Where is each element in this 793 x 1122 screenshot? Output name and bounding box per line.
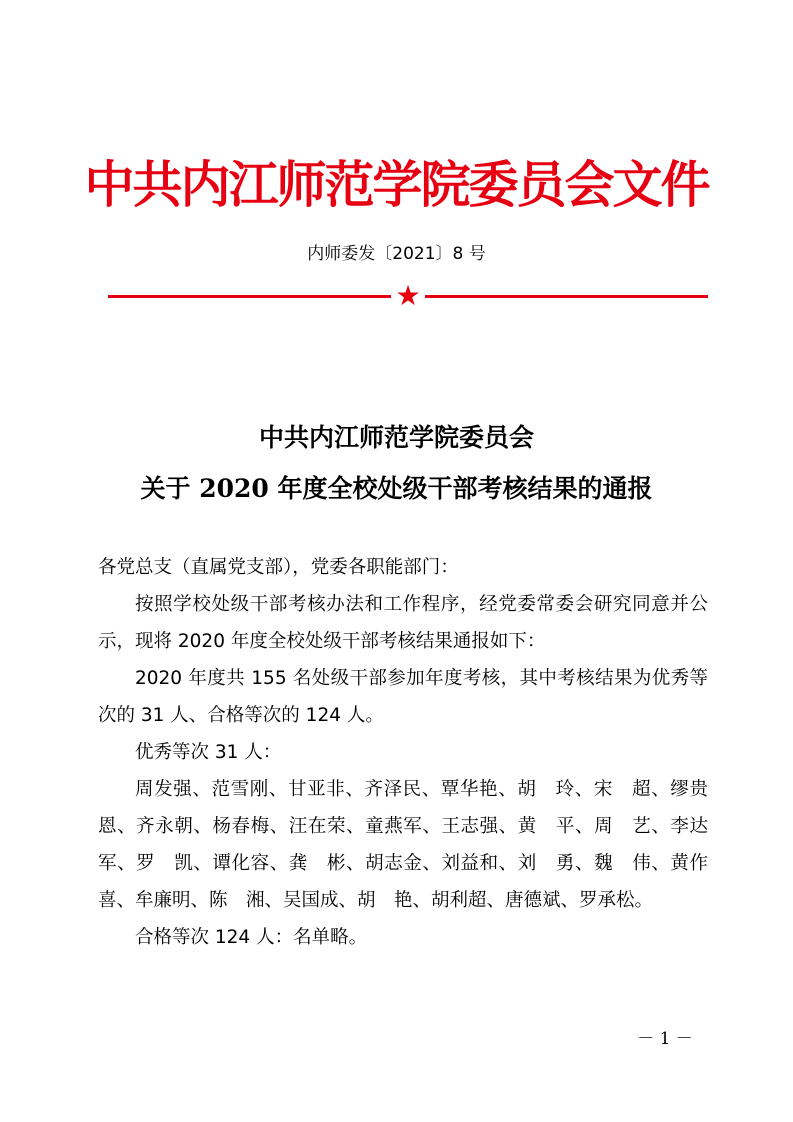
star-icon: ★	[395, 279, 421, 312]
notice-title-line1: 中共内江师范学院委员会	[258, 423, 534, 452]
notice-title-line2: 关于 2020 年度全校处级干部考核结果的通报	[140, 474, 653, 503]
page-number: － 1 －	[637, 1029, 693, 1049]
excellent-names-list: 周发强、范雪刚、甘亚非、齐泽民、覃华艳、胡 玲、宋 超、缪贵恩、齐永朝、杨春梅、汪在荣、童燕军、王志强、黄 平、周 艺、李达军、罗 凯、谭化容、龚 彬、胡志金、刘益和、刘 勇、魏 伟、黄作喜、牟廉明、陈 湘、吴国成、胡 艳、胡利超、唐德斌、罗承松。	[98, 779, 708, 911]
document-number: 内师委发〔2021〕8 号	[307, 244, 486, 264]
document-header-title: 中共内江师范学院委员会文件	[84, 155, 709, 214]
divider-line-right	[425, 295, 708, 298]
red-divider	[108, 279, 708, 312]
document-body	[98, 549, 708, 956]
excellent-heading: 优秀等次 31 人：	[135, 742, 282, 763]
paragraph-intro: 按照学校处级干部考核办法和工作程序，经党委常委会研究同意并公示，现将 2020 年度全校处级干部考核结果通报如下：	[98, 594, 708, 652]
paragraph-summary: 2020 年度共 155 名处级干部参加年度考核，其中考核结果为优秀等次的 31 人、合格等次的 124 人。	[98, 668, 708, 726]
divider-line-left	[108, 295, 391, 298]
qualified-line: 合格等次 124 人：名单略。	[135, 927, 368, 948]
salutation: 各党总支（直属党支部），党委各职能部门：	[98, 557, 459, 578]
